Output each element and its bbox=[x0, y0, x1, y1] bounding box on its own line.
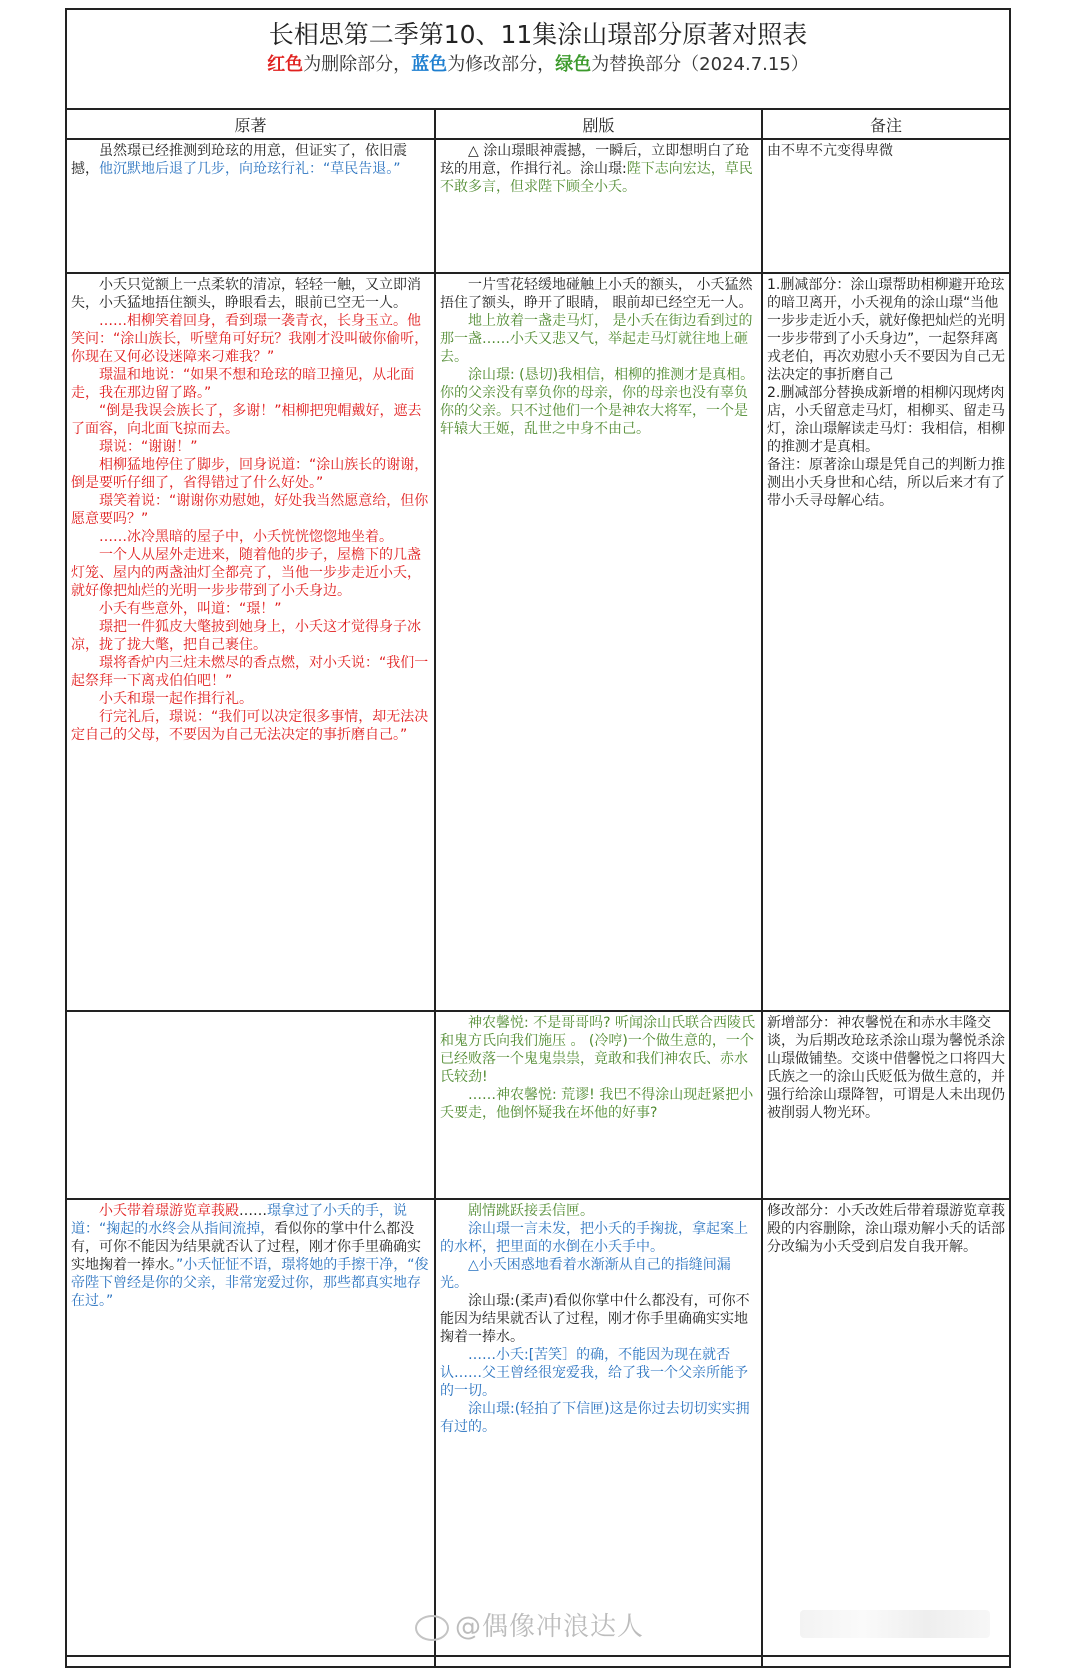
text-segment: 涂山璟: (恳切)我相信，相柳的推测才是真相。你的父亲没有辜负你的母亲，你的母亲也没有辜负你的父亲。只不过他们一个是神农大将军，一个是轩辕大王姬，乱世之中身不由己。 bbox=[440, 367, 755, 437]
text-segment: 剧情跳跃接丢信匣。 bbox=[468, 1203, 594, 1219]
text-segment: 2.删减部分替换成新增的相柳闪现烤肉店，小夭留意走马灯，相柳买、留走马灯，涂山璟解读走马灯：我相信，相柳的推测才是真相。 bbox=[767, 385, 1005, 455]
text-segment: 虽然璟已经推测到玱玹的用意，但证实了，依旧震撼， bbox=[71, 143, 407, 177]
cell-paragraph bbox=[71, 456, 430, 492]
cell-paragraph bbox=[440, 1014, 757, 1086]
watermark-text: @偶像冲浪达人 bbox=[455, 1612, 645, 1642]
text-segment: 小夭有些意外，叫道：“璟！” bbox=[99, 601, 282, 617]
legend-green-text: 为替换部分（2024.7.15） bbox=[591, 54, 809, 75]
text-segment: 璟将香炉内三炷未燃尽的香点燃，对小夭说：“我们一起祭拜一下离戎伯伯吧！” bbox=[71, 655, 429, 689]
cell-paragraph bbox=[71, 402, 430, 438]
text-segment: 涂山璟:(柔声)看似你掌中什么都没有，可你不能因为结果就否认了过程，刚才你手里确确实实地掬着一捧水。 bbox=[440, 1293, 750, 1345]
row2-note bbox=[763, 274, 1009, 1010]
cell-paragraph bbox=[71, 492, 430, 528]
text-segment: …… bbox=[239, 1203, 267, 1219]
cell-paragraph bbox=[440, 1220, 757, 1256]
text-segment: △ 涂山璟眼神震撼，一瞬后，立即想明白了玱玹的用意，作揖行礼。涂山璟: bbox=[440, 143, 750, 177]
text-segment: 涂山璟:(轻拍了下信匣)这是你过去切切实实拥有过的。 bbox=[440, 1401, 750, 1435]
text-segment: 一个人从屋外走进来，随着他的步子，屋檐下的几盏灯笼、屋内的两盏油灯全都亮了，当他一步步走近小夭，就好像把灿烂的光明一步步带到了小夭身边。 bbox=[71, 547, 421, 599]
cell-paragraph bbox=[440, 1256, 757, 1292]
text-segment: 1.删减部分：涂山璟帮助相柳避开玱玹的暗卫离开，小夭视角的涂山璟“当他一步步走近小夭，就好像把灿烂的光明一步步带到了小夭身边”，一起祭拜离戎老伯，再次劝慰小夭不要因为自己无法决定的事折磨自己 bbox=[767, 277, 1005, 383]
text-segment: 璟把一件狐皮大氅披到她身上，小夭这才觉得身子冰凉，拢了拢大氅，把自己裹住。 bbox=[71, 619, 421, 653]
text-segment: 涂山璟一言未发，把小夭的手掬拢，拿起案上的水杯，把里面的水倒在小夭手中。 bbox=[440, 1221, 748, 1255]
row4-original bbox=[67, 1200, 434, 1655]
text-segment: 小夭只觉额上一点柔软的清凉，轻轻一触，又立即消失，小夭猛地捂住额头，睁眼看去，眼前已空无一人。 bbox=[71, 277, 421, 311]
cell-paragraph bbox=[440, 366, 757, 438]
text-segment: ……小夭:[苦笑］的确，不能因为现在就否认……父王曾经很宠爱我，给了我一个父亲所能予的一切。 bbox=[440, 1347, 748, 1399]
weibo-icon bbox=[415, 1615, 449, 1641]
legend-blue-text: 为修改部分， bbox=[447, 54, 556, 75]
row1-original bbox=[67, 140, 434, 272]
cell-paragraph bbox=[440, 276, 757, 312]
cell-paragraph bbox=[767, 142, 1005, 160]
row4-note bbox=[763, 1200, 1009, 1655]
cell-paragraph bbox=[767, 1202, 1005, 1256]
legend-blue: 蓝色 bbox=[411, 54, 448, 75]
column-header-original: 原著 bbox=[234, 116, 267, 135]
cell-paragraph bbox=[71, 366, 430, 402]
cell-paragraph bbox=[71, 708, 430, 744]
row3-note bbox=[763, 1012, 1009, 1198]
cell-paragraph bbox=[71, 618, 430, 654]
text-segment: 一片雪花轻缓地碰触上小夭的额头， 小夭猛然捂住了额头，睁开了眼睛， 眼前却已经空无一人。 bbox=[440, 277, 753, 311]
legend-red-text: 为删除部分， bbox=[303, 54, 412, 75]
divider bbox=[67, 1655, 1009, 1657]
cell-paragraph bbox=[71, 546, 430, 600]
text-segment: 璟温和地说：“如果不想和玱玹的暗卫撞见，从北面走，我在那边留了路。” bbox=[71, 367, 415, 401]
cell-paragraph bbox=[440, 1292, 757, 1346]
cell-paragraph bbox=[440, 1086, 757, 1122]
text-segment: 小夭带着璟游览章莪殿 bbox=[99, 1203, 239, 1219]
cell-paragraph bbox=[71, 142, 430, 178]
cell-paragraph bbox=[767, 384, 1005, 456]
text-segment: 修改部分：小夭改姓后带着璟游览章莪殿的内容删除，涂山璟劝解小夭的话部分改编为小夭受到启发自我开解。 bbox=[767, 1203, 1005, 1255]
cell-paragraph bbox=[767, 276, 1005, 384]
legend-green: 绿色 bbox=[555, 54, 592, 75]
table-header bbox=[67, 10, 1009, 110]
text-segment: 神农馨悦: 不是哥哥吗? 听闻涂山氏联合西陵氏和鬼方氏向我们施压 。 (冷哼)一个做生意的，一个已经败落一个鬼鬼祟祟，竟敢和我们神农氏、赤水氏较劲! bbox=[440, 1015, 756, 1085]
cell-paragraph bbox=[71, 690, 430, 708]
text-segment: ……相柳笑着回身，看到璟一袭青衣，长身玉立。他笑问：“涂山族长，听壁角可好玩？我刚才没叫破你偷听，你现在又何必设迷障来刁难我？” bbox=[71, 313, 429, 365]
cell-paragraph bbox=[440, 1202, 757, 1220]
row3-original bbox=[67, 1012, 434, 1198]
text-segment: 地上放着一盏走马灯， 是小夭在街边看到过的那一盏……小夭又悲又气，举起走马灯就往地上砸去。 bbox=[440, 313, 753, 365]
cell-paragraph bbox=[71, 1202, 430, 1310]
comparison-table bbox=[65, 8, 1011, 1668]
text-segment: 陛下志向宏达，草民不敢多言，但求陛下顾全小夭。 bbox=[440, 161, 753, 195]
page-title: 长相思第二季第10、11集涂山璟部分原著对照表 bbox=[268, 20, 808, 49]
row2-original bbox=[67, 274, 434, 1010]
row1-drama bbox=[436, 140, 761, 272]
text-segment: 他沉默地后退了几步，向玱玹行礼：“草民告退。” bbox=[99, 161, 401, 177]
text-segment: ……神农馨悦: 荒谬! 我巴不得涂山现赶紧把小夭要走，他倒怀疑我在坏他的好事? bbox=[440, 1087, 754, 1121]
watermark bbox=[415, 1606, 644, 1643]
text-segment: 璟说：“谢谢！” bbox=[99, 439, 198, 455]
cell-paragraph bbox=[440, 312, 757, 366]
blurred-area bbox=[800, 1610, 990, 1638]
text-segment: 看似你的掌中什么都没有，可你不能因为结果就否认了过程，刚才你手里确确实实地掬着一捧水。 bbox=[71, 1221, 421, 1273]
cell-paragraph bbox=[71, 276, 430, 312]
cell-paragraph bbox=[71, 528, 430, 546]
text-segment: 相柳猛地停住了脚步，回身说道：“涂山族长的谢谢，倒是要听仔细了，省得错过了什么好处。” bbox=[71, 457, 429, 491]
cell-paragraph bbox=[71, 600, 430, 618]
text-segment: 行完礼后，璟说：“我们可以决定很多事情，却无法决定自己的父母，不要因为自己无法决定的事折磨自己。” bbox=[71, 709, 429, 743]
text-segment: 小夭和璟一起作揖行礼。 bbox=[99, 691, 253, 707]
cell-paragraph bbox=[767, 456, 1005, 510]
cell-paragraph bbox=[71, 654, 430, 690]
cell-paragraph bbox=[440, 1346, 757, 1400]
row2-drama bbox=[436, 274, 761, 1010]
column-header-notes: 备注 bbox=[869, 116, 902, 135]
legend-red: 红色 bbox=[267, 54, 304, 75]
text-segment: 璟笑着说：“谢谢你劝慰她，好处我当然愿意给，但你愿意要吗？” bbox=[71, 493, 429, 527]
text-segment: 备注：原著涂山璟是凭自己的判断力推测出小夭身世和心结，所以后来才有了带小夭寻母解心结。 bbox=[767, 457, 1005, 509]
text-segment: “倒是我误会族长了，多谢！”相柳把兜帽戴好，遮去了面容，向北面飞掠而去。 bbox=[71, 403, 422, 437]
text-segment: △小夭困惑地看着水渐渐从自己的指缝间漏光。 bbox=[440, 1257, 731, 1291]
text-segment: 新增部分：神农馨悦在和赤水丰隆交谈，为后期改玱玹杀涂山璟为馨悦杀涂山璟做铺垫。交谈中借馨悦之口将四大氏族之一的涂山氏贬低为做生意的，并强行给涂山璟降智，可谓是人未出现仍被削弱人物光环。 bbox=[767, 1015, 1005, 1121]
cell-paragraph bbox=[71, 312, 430, 366]
cell-paragraph bbox=[440, 142, 757, 196]
row4-drama bbox=[436, 1200, 761, 1655]
text-segment: 璟拿过了小夭的手，说道：“掬起的水终会从指间流掉， bbox=[71, 1203, 407, 1237]
cell-paragraph bbox=[767, 1014, 1005, 1122]
divider bbox=[67, 108, 1009, 110]
cell-paragraph bbox=[440, 1400, 757, 1436]
color-legend bbox=[67, 52, 1009, 78]
text-segment: 由不卑不亢变得卑微 bbox=[767, 143, 893, 159]
row3-drama bbox=[436, 1012, 761, 1198]
text-segment: ”小夭怔怔不语，璟将她的手擦干净，“俊帝陛下曾经是你的父亲，非常宠爱过你，那些都真实地存在过。” bbox=[71, 1257, 429, 1309]
column-header-drama: 剧版 bbox=[582, 116, 615, 135]
row1-note bbox=[763, 140, 1009, 272]
cell-paragraph bbox=[71, 438, 430, 456]
text-segment: ……冰冷黑暗的屋子中，小夭恍恍惚惚地坐着。 bbox=[99, 529, 393, 545]
